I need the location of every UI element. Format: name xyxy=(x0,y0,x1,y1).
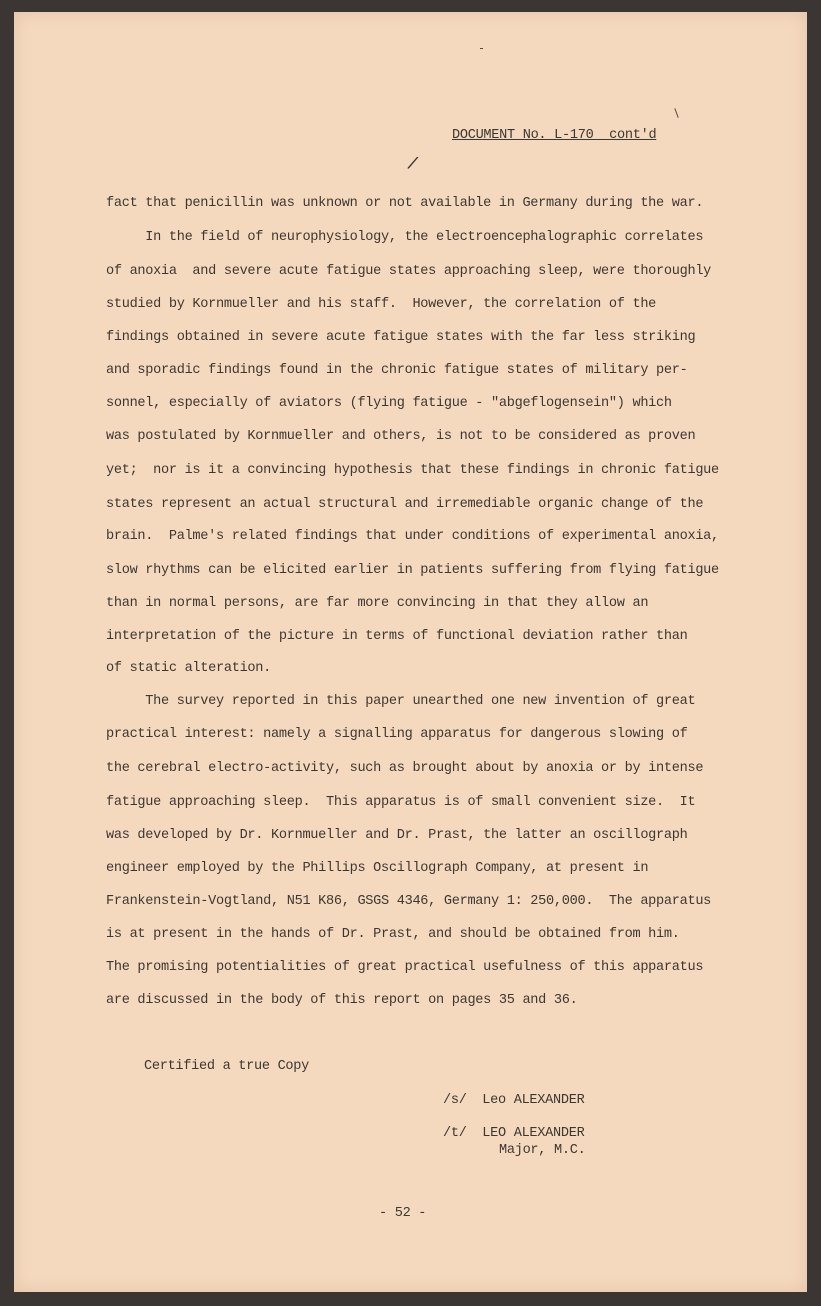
text-line: brain. Palme's related findings that under conditions of experimental anoxia, xyxy=(106,529,719,544)
text-line: than in normal persons, are far more convincing in that they allow an xyxy=(106,596,649,611)
text-line: In the field of neurophysiology, the electroencephalographic correlates xyxy=(106,230,704,245)
text-line: findings obtained in severe acute fatigue states with the far less striking xyxy=(106,330,696,345)
text-line: was postulated by Kornmueller and others, is not to be considered as proven xyxy=(106,429,696,444)
text-line: studied by Kornmueller and his staff. However, the correlation of the xyxy=(106,297,657,312)
certification-text: Certified a true Copy xyxy=(144,1059,310,1074)
text-line: Frankenstein-Vogtland, N51 K86, GSGS 4346, Germany 1: 250,000. The apparatus xyxy=(106,894,712,909)
text-line: The promising potentialities of great practical usefulness of this apparatus xyxy=(106,960,704,975)
signature-line-t: /t/ LEO ALEXANDER xyxy=(443,1126,585,1141)
pencil-mark: / xyxy=(405,154,420,176)
text-line: and sporadic findings found in the chronic fatigue states of military per- xyxy=(106,363,688,378)
ink-speck xyxy=(480,48,483,49)
text-line: yet; nor is it a convincing hypothesis that these findings in chronic fatigue xyxy=(106,463,719,478)
text-line: practical interest: namely a signalling apparatus for dangerous slowing of xyxy=(106,727,688,742)
text-line: fatigue approaching sleep. This apparatus is of small convenient size. It xyxy=(106,795,696,810)
text-line: slow rhythms can be elicited earlier in patients suffering from flying fatigue xyxy=(106,563,719,578)
text-line: states represent an actual structural and irremediable organic change of the xyxy=(106,497,704,512)
text-line: was developed by Dr. Kornmueller and Dr. Prast, the latter an oscillograph xyxy=(106,828,688,843)
text-line: is at present in the hands of Dr. Prast, and should be obtained from him. xyxy=(106,927,680,942)
text-line: of static alteration. xyxy=(106,661,272,676)
text-line: sonnel, especially of aviators (flying fatigue - "abgeflogensein") which xyxy=(106,396,672,411)
document-page xyxy=(14,12,807,1292)
signature-line-s: /s/ Leo ALEXANDER xyxy=(443,1093,585,1108)
text-line: the cerebral electro-activity, such as brought about by anoxia or by intense xyxy=(106,761,704,776)
page-number: - 52 - xyxy=(379,1206,427,1221)
ink-speck xyxy=(674,108,678,118)
text-line: are discussed in the body of this report on pages 35 and 36. xyxy=(106,993,578,1008)
text-line: engineer employed by the Phillips Oscillograph Company, at present in xyxy=(106,861,649,876)
text-line: interpretation of the picture in terms of functional deviation rather than xyxy=(106,629,688,644)
text-line: fact that penicillin was unknown or not available in Germany during the war. xyxy=(106,196,704,211)
document-header: DOCUMENT No. L-170 cont'd xyxy=(452,128,657,143)
text-line: The survey reported in this paper unearthed one new invention of great xyxy=(106,694,696,709)
signatory-rank: Major, M.C. xyxy=(499,1143,586,1158)
text-line: of anoxia and severe acute fatigue states approaching sleep, were thoroughly xyxy=(106,264,712,279)
